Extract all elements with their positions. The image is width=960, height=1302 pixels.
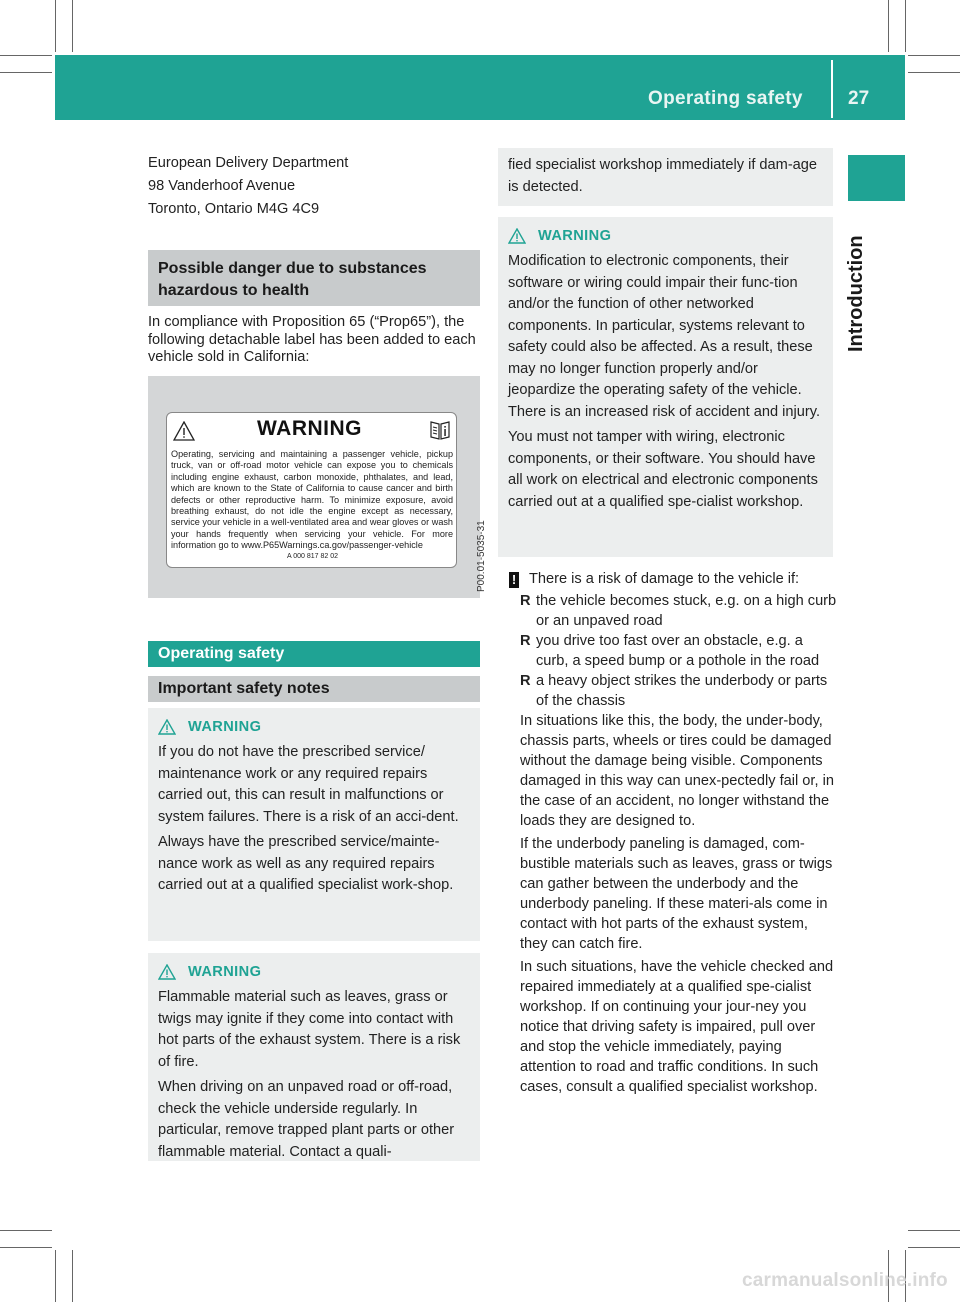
side-tab-label: Introduction bbox=[845, 235, 867, 352]
damage-notice bbox=[508, 569, 838, 1100]
notice-text: In situations like this, the body, the under-body, chassis parts, wheels or tires could be damaged without the damage being visible. Components damaged in this way can unex-pectedly fail or, in the case of an accident, no longer withstand the loads they are designed to. bbox=[520, 713, 834, 829]
warning-text: If you do not have the prescribed service/ maintenance work or any required repairs carried out, this can result in malfunctions or system failures. There is a risk of an acci-dent. bbox=[158, 744, 459, 825]
warning-text: Always have the prescribed service/mainte-nance work as well as any required repairs carried out at a qualified specialist work-shop. bbox=[158, 834, 454, 893]
crop-mark bbox=[55, 0, 56, 52]
warning-label: WARNING bbox=[188, 964, 262, 980]
label-text: Operating, servicing and maintaining a passenger vehicle, pickup truck, van or off-road motor vehicle can expose you to chemicals including engine exhaust, carbon monoxide, phthalates, and lead, which are known to the State of California to cause cancer and birth defects or other reproductive harm. To minimize exposure, avoid breathing exhaust, do not idle the engine except as necessary, service your vehicle in a well-ventilated area and wear gloves or wash your hands frequently when servicing your vehicle. For more information go to www.P65Warnings.ca.gov/passenger-vehicle bbox=[171, 449, 453, 551]
notice-text: In such situations, have the vehicle checked and repaired immediately at a qualified spe-cialist workshop. If on continuing your jour-ney you notice that driving safety is impaired, pull over and stop the vehicle immediately, paying attention to road and traffic conditions. In such cases, consult a qualified specialist workshop. bbox=[520, 959, 834, 1095]
notice-intro: There is a risk of damage to the vehicle if: bbox=[529, 571, 800, 587]
warning-box bbox=[148, 953, 480, 1161]
warning-text: When driving on an unpaved road or off-road, check the vehicle underside regularly. In particular, remove trapped plant parts or other flammable material. Contact a quali- bbox=[158, 1079, 455, 1160]
crop-mark bbox=[0, 1247, 52, 1248]
photo-id: P00.01-5035-31 bbox=[476, 520, 487, 592]
crop-mark bbox=[0, 72, 52, 73]
prop65-heading bbox=[148, 250, 480, 306]
warning-box bbox=[148, 708, 480, 941]
address-block bbox=[148, 152, 348, 221]
page-number: 27 bbox=[848, 88, 870, 109]
list-item-text: you drive too fast over an obstacle, e.g. a curb, a speed bump or a pothole in the road bbox=[536, 633, 820, 669]
warning-label: WARNING bbox=[188, 719, 262, 735]
label-title: WARNING bbox=[257, 417, 362, 440]
watermark: carmanualsonline.info bbox=[742, 1270, 948, 1291]
label-code: A 000 817 82 02 bbox=[287, 553, 338, 560]
manual-info-icon bbox=[429, 419, 451, 441]
warning-triangle-icon bbox=[173, 421, 195, 441]
warning-box bbox=[498, 217, 833, 557]
notice-bullet-list bbox=[520, 591, 838, 711]
crop-mark bbox=[908, 1230, 960, 1231]
crop-mark bbox=[72, 1250, 73, 1302]
crop-mark bbox=[908, 72, 960, 73]
crop-mark bbox=[888, 0, 889, 52]
crop-mark bbox=[905, 0, 906, 52]
page-title: Operating safety bbox=[648, 88, 803, 109]
prop65-intro: In compliance with Proposition 65 (“Prop65”), the following detachable label has been added to each vehicle sold in California: bbox=[148, 314, 476, 365]
list-item: R a heavy object strikes the underbody or parts of the chassis bbox=[520, 671, 838, 711]
warning-triangle-icon bbox=[508, 228, 526, 244]
warning-label: WARNING bbox=[538, 228, 612, 244]
warning-text: Modification to electronic components, their software or wiring could impair their func-tion and/or the function of other networked components. In particular, systems relevant to safety could also be affected. As a result, these may no longer function properly and/or jeopardize the operating safety of the vehicle. There is an increased risk of accident and injury. bbox=[508, 253, 821, 420]
address-line: European Delivery Department bbox=[148, 155, 349, 171]
warning-box-continued bbox=[498, 148, 833, 206]
list-item-text: the vehicle becomes stuck, e.g. on a high curb or an unpaved road bbox=[536, 593, 837, 629]
prop65-heading-line: Possible danger due to substances bbox=[158, 260, 427, 277]
warning-triangle-icon bbox=[158, 964, 176, 980]
crop-mark bbox=[908, 1247, 960, 1248]
exclamation-icon: ! bbox=[509, 572, 519, 588]
side-tab-block bbox=[848, 155, 905, 201]
list-item: R the vehicle becomes stuck, e.g. on a high curb or an unpaved road bbox=[520, 593, 837, 629]
warning-triangle-icon bbox=[158, 719, 176, 735]
warning-text: Flammable material such as leaves, grass or twigs may ignite if they come into contact with hot parts of the exhaust system. There is a risk of fire. bbox=[158, 989, 461, 1070]
warning-text: fied specialist workshop immediately if dam-age is detected. bbox=[508, 157, 818, 195]
warning-text: You must not tamper with wiring, electronic components, or their software. You should have all work on electrical and electronic components carried out at a qualified spe-cialist workshop. bbox=[508, 429, 818, 510]
address-line: Toronto, Ontario M4G 4C9 bbox=[148, 201, 320, 217]
list-item-text: a heavy object strikes the underbody or parts of the chassis bbox=[536, 673, 828, 709]
crop-mark bbox=[908, 55, 960, 56]
address-line: 98 Vanderhoof Avenue bbox=[148, 178, 296, 194]
crop-mark bbox=[0, 55, 52, 56]
crop-mark bbox=[72, 0, 73, 52]
warning-label-card bbox=[166, 412, 457, 568]
section-subtitle: Important safety notes bbox=[148, 676, 480, 702]
notice-text: If the underbody paneling is damaged, com-bustible materials such as leaves, grass or twigs can gather between the underbody and the underbody paneling. If these materi-als come in contact with hot parts of the exhaust system, they can catch fire. bbox=[520, 836, 833, 952]
prop65-heading-line: hazardous to health bbox=[158, 282, 310, 299]
crop-mark bbox=[0, 1230, 52, 1231]
header-divider bbox=[831, 60, 833, 118]
section-title: Operating safety bbox=[148, 641, 480, 667]
crop-mark bbox=[55, 1250, 56, 1302]
list-item: R you drive too fast over an obstacle, e.g. a curb, a speed bump or a pothole in the road bbox=[520, 631, 838, 671]
